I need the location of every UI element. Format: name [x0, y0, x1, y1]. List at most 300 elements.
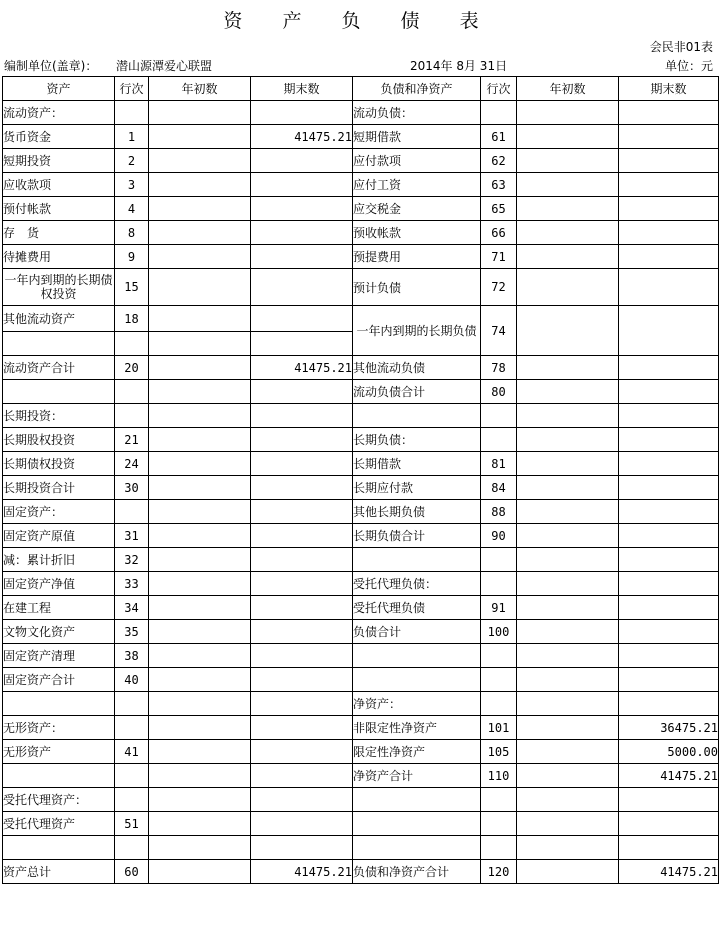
liability-end-amount	[619, 596, 719, 620]
liability-begin-amount	[517, 644, 619, 668]
report-info-row	[4, 57, 713, 75]
liability-item-label: 流动负债合计	[353, 380, 481, 404]
liability-item-label: 一年内到期的长期负债	[353, 306, 481, 356]
liability-line-no: 88	[481, 500, 517, 524]
liability-line-no	[481, 572, 517, 596]
asset-item-label: 流动资产合计	[3, 356, 115, 380]
asset-line-no: 1	[115, 125, 149, 149]
asset-item-label: 固定资产合计	[3, 668, 115, 692]
liability-line-no: 120	[481, 860, 517, 884]
asset-line-no: 21	[115, 428, 149, 452]
asset-line-no: 18	[115, 306, 149, 332]
liability-item-label: 负债合计	[353, 620, 481, 644]
asset-item-label: 受托代理资产	[3, 812, 115, 836]
asset-end-amount	[251, 740, 353, 764]
asset-begin-amount	[149, 306, 251, 332]
asset-begin-amount	[149, 332, 251, 356]
liability-item-label: 其他流动负债	[353, 356, 481, 380]
liability-line-no: 72	[481, 269, 517, 306]
liability-end-amount	[619, 404, 719, 428]
liability-item-label: 短期借款	[353, 125, 481, 149]
liability-end-amount	[619, 149, 719, 173]
liability-end-amount	[619, 788, 719, 812]
asset-item-label: 资产总计	[3, 860, 115, 884]
asset-end-amount	[251, 548, 353, 572]
table-row	[3, 269, 719, 306]
asset-end-amount	[251, 644, 353, 668]
asset-item-label: 固定资产：	[3, 500, 115, 524]
asset-line-no: 8	[115, 221, 149, 245]
liability-begin-amount	[517, 668, 619, 692]
asset-begin-amount	[149, 788, 251, 812]
table-row	[3, 644, 719, 668]
asset-line-no: 51	[115, 812, 149, 836]
asset-end-amount: 41475.21	[251, 356, 353, 380]
liability-begin-amount	[517, 860, 619, 884]
liability-end-amount	[619, 500, 719, 524]
liability-item-label: 净资产：	[353, 692, 481, 716]
asset-end-amount	[251, 668, 353, 692]
liability-line-no: 62	[481, 149, 517, 173]
asset-begin-amount	[149, 269, 251, 306]
asset-end-amount	[251, 380, 353, 404]
liability-line-no	[481, 644, 517, 668]
liability-begin-amount	[517, 524, 619, 548]
liability-end-amount	[619, 173, 719, 197]
header-line-no: 行次	[115, 77, 149, 101]
form-code: 会民非01表	[649, 40, 713, 54]
liability-item-label: 长期借款	[353, 452, 481, 476]
asset-begin-amount	[149, 668, 251, 692]
liability-begin-amount	[517, 788, 619, 812]
asset-item-label: 在建工程	[3, 596, 115, 620]
liability-begin-amount	[517, 125, 619, 149]
liability-line-no: 90	[481, 524, 517, 548]
liability-end-amount	[619, 306, 719, 356]
liability-item-label: 负债和净资产合计	[353, 860, 481, 884]
asset-line-no: 31	[115, 524, 149, 548]
liability-item-label: 限定性净资产	[353, 740, 481, 764]
liability-line-no	[481, 404, 517, 428]
asset-item-label: 长期投资合计	[3, 476, 115, 500]
table-row	[3, 452, 719, 476]
liability-begin-amount	[517, 716, 619, 740]
table-row	[3, 356, 719, 380]
table-row	[3, 548, 719, 572]
asset-line-no: 24	[115, 452, 149, 476]
liability-line-no: 74	[481, 306, 517, 356]
asset-item-label: 无形资产：	[3, 716, 115, 740]
liability-begin-amount	[517, 812, 619, 836]
asset-line-no: 15	[115, 269, 149, 306]
liability-begin-amount	[517, 548, 619, 572]
asset-item-label	[3, 332, 115, 356]
asset-end-amount	[251, 716, 353, 740]
table-row	[3, 101, 719, 125]
liability-begin-amount	[517, 404, 619, 428]
asset-begin-amount	[149, 245, 251, 269]
liability-begin-amount	[517, 428, 619, 452]
liability-line-no: 81	[481, 452, 517, 476]
liability-item-label: 流动负债：	[353, 101, 481, 125]
asset-begin-amount	[149, 524, 251, 548]
liability-line-no	[481, 428, 517, 452]
liability-item-label: 预收帐款	[353, 221, 481, 245]
liability-end-amount	[619, 812, 719, 836]
liability-line-no: 91	[481, 596, 517, 620]
asset-end-amount	[251, 692, 353, 716]
liability-item-label: 受托代理负债：	[353, 572, 481, 596]
unit-name: 潜山源潭爱心联盟	[116, 59, 213, 73]
liability-begin-amount	[517, 149, 619, 173]
liability-item-label: 其他长期负债	[353, 500, 481, 524]
asset-item-label	[3, 764, 115, 788]
asset-end-amount	[251, 788, 353, 812]
liability-item-label: 净资产合计	[353, 764, 481, 788]
liability-end-amount	[619, 101, 719, 125]
table-row	[3, 764, 719, 788]
asset-end-amount	[251, 428, 353, 452]
liability-end-amount	[619, 620, 719, 644]
liability-begin-amount	[517, 306, 619, 356]
liability-begin-amount	[517, 836, 619, 860]
table-row	[3, 860, 719, 884]
liability-begin-amount	[517, 764, 619, 788]
table-row	[3, 620, 719, 644]
asset-begin-amount	[149, 476, 251, 500]
asset-item-label: 存 货	[3, 221, 115, 245]
table-row	[3, 596, 719, 620]
asset-item-label: 一年内到期的长期债权投资	[3, 269, 115, 306]
table-row	[3, 524, 719, 548]
liability-item-label	[353, 812, 481, 836]
liability-line-no: 105	[481, 740, 517, 764]
asset-begin-amount	[149, 548, 251, 572]
asset-begin-amount	[149, 764, 251, 788]
liability-line-no	[481, 692, 517, 716]
asset-end-amount	[251, 197, 353, 221]
asset-line-no: 30	[115, 476, 149, 500]
liability-begin-amount	[517, 101, 619, 125]
table-row	[3, 149, 719, 173]
table-row	[3, 572, 719, 596]
asset-end-amount	[251, 101, 353, 125]
asset-begin-amount	[149, 404, 251, 428]
liability-begin-amount	[517, 692, 619, 716]
asset-line-no	[115, 716, 149, 740]
liability-end-amount	[619, 548, 719, 572]
liability-line-no: 100	[481, 620, 517, 644]
liability-line-no	[481, 788, 517, 812]
liability-end-amount	[619, 452, 719, 476]
header-begin-amount: 年初数	[517, 77, 619, 101]
asset-end-amount	[251, 149, 353, 173]
liability-begin-amount	[517, 452, 619, 476]
liability-end-amount	[619, 380, 719, 404]
asset-line-no	[115, 332, 149, 356]
asset-line-no	[115, 380, 149, 404]
asset-end-amount	[251, 476, 353, 500]
liability-line-no: 78	[481, 356, 517, 380]
liability-item-label: 长期负债：	[353, 428, 481, 452]
asset-end-amount	[251, 764, 353, 788]
header-line-no: 行次	[481, 77, 517, 101]
liability-end-amount	[619, 197, 719, 221]
liability-end-amount: 41475.21	[619, 860, 719, 884]
table-row	[3, 245, 719, 269]
table-row	[3, 668, 719, 692]
asset-end-amount	[251, 173, 353, 197]
liability-item-label: 受托代理负债	[353, 596, 481, 620]
asset-item-label: 固定资产净值	[3, 572, 115, 596]
liability-begin-amount	[517, 476, 619, 500]
asset-begin-amount	[149, 740, 251, 764]
liability-line-no: 61	[481, 125, 517, 149]
asset-end-amount	[251, 572, 353, 596]
liability-line-no	[481, 548, 517, 572]
asset-end-amount	[251, 404, 353, 428]
asset-item-label	[3, 692, 115, 716]
table-row	[3, 836, 719, 860]
asset-item-label: 短期投资	[3, 149, 115, 173]
asset-begin-amount	[149, 836, 251, 860]
asset-begin-amount	[149, 452, 251, 476]
asset-end-amount	[251, 452, 353, 476]
asset-end-amount	[251, 596, 353, 620]
asset-line-no	[115, 836, 149, 860]
asset-begin-amount	[149, 221, 251, 245]
asset-end-amount	[251, 500, 353, 524]
asset-item-label: 受托代理资产：	[3, 788, 115, 812]
liability-line-no: 101	[481, 716, 517, 740]
asset-line-no: 32	[115, 548, 149, 572]
asset-begin-amount	[149, 101, 251, 125]
asset-end-amount	[251, 620, 353, 644]
asset-line-no: 41	[115, 740, 149, 764]
asset-end-amount	[251, 269, 353, 306]
asset-begin-amount	[149, 356, 251, 380]
liability-begin-amount	[517, 173, 619, 197]
liability-line-no: 84	[481, 476, 517, 500]
asset-line-no: 4	[115, 197, 149, 221]
asset-line-no: 35	[115, 620, 149, 644]
liability-item-label: 预提费用	[353, 245, 481, 269]
liability-begin-amount	[517, 380, 619, 404]
asset-item-label: 无形资产	[3, 740, 115, 764]
asset-begin-amount	[149, 644, 251, 668]
liability-line-no	[481, 812, 517, 836]
asset-end-amount: 41475.21	[251, 125, 353, 149]
liability-line-no: 110	[481, 764, 517, 788]
header-asset: 资产	[3, 77, 115, 101]
asset-item-label: 长期债权投资	[3, 452, 115, 476]
table-row	[3, 173, 719, 197]
asset-begin-amount	[149, 380, 251, 404]
liability-begin-amount	[517, 620, 619, 644]
table-row	[3, 404, 719, 428]
asset-line-no: 9	[115, 245, 149, 269]
asset-end-amount	[251, 245, 353, 269]
table-row	[3, 716, 719, 740]
asset-line-no: 33	[115, 572, 149, 596]
asset-begin-amount	[149, 860, 251, 884]
asset-item-label: 流动资产：	[3, 101, 115, 125]
liability-line-no: 71	[481, 245, 517, 269]
table-row	[3, 428, 719, 452]
table-row	[3, 306, 719, 332]
asset-item-label: 长期投资：	[3, 404, 115, 428]
asset-line-no	[115, 101, 149, 125]
asset-end-amount	[251, 812, 353, 836]
unit-label: 编制单位(盖章)：	[4, 59, 98, 73]
table-row	[3, 221, 719, 245]
table-row	[3, 125, 719, 149]
asset-line-no: 34	[115, 596, 149, 620]
liability-item-label	[353, 644, 481, 668]
liability-item-label: 应交税金	[353, 197, 481, 221]
liability-end-amount: 41475.21	[619, 764, 719, 788]
asset-line-no	[115, 500, 149, 524]
asset-end-amount: 41475.21	[251, 860, 353, 884]
asset-item-label	[3, 380, 115, 404]
table-row	[3, 380, 719, 404]
table-row	[3, 692, 719, 716]
liability-end-amount	[619, 269, 719, 306]
liability-end-amount	[619, 221, 719, 245]
liability-line-no: 65	[481, 197, 517, 221]
liability-end-amount	[619, 692, 719, 716]
liability-item-label	[353, 788, 481, 812]
liability-line-no	[481, 101, 517, 125]
liability-end-amount	[619, 476, 719, 500]
asset-line-no: 20	[115, 356, 149, 380]
asset-item-label: 减：累计折旧	[3, 548, 115, 572]
liability-line-no	[481, 836, 517, 860]
liability-item-label: 应付款项	[353, 149, 481, 173]
asset-begin-amount	[149, 620, 251, 644]
asset-line-no	[115, 764, 149, 788]
liability-end-amount	[619, 524, 719, 548]
table-row	[3, 740, 719, 764]
asset-item-label: 固定资产清理	[3, 644, 115, 668]
liability-begin-amount	[517, 269, 619, 306]
liability-line-no: 66	[481, 221, 517, 245]
liability-item-label: 非限定性净资产	[353, 716, 481, 740]
liability-begin-amount	[517, 356, 619, 380]
asset-begin-amount	[149, 500, 251, 524]
liability-line-no: 80	[481, 380, 517, 404]
asset-line-no	[115, 788, 149, 812]
liability-item-label	[353, 404, 481, 428]
asset-item-label: 待摊费用	[3, 245, 115, 269]
liability-item-label	[353, 668, 481, 692]
liability-begin-amount	[517, 197, 619, 221]
liability-begin-amount	[517, 245, 619, 269]
asset-begin-amount	[149, 572, 251, 596]
liability-begin-amount	[517, 572, 619, 596]
liability-end-amount: 36475.21	[619, 716, 719, 740]
currency-unit: 单位：元	[664, 59, 713, 73]
header-row	[3, 77, 719, 101]
asset-begin-amount	[149, 596, 251, 620]
liability-end-amount	[619, 836, 719, 860]
liability-line-no	[481, 668, 517, 692]
asset-item-label: 应收款项	[3, 173, 115, 197]
asset-end-amount	[251, 332, 353, 356]
liability-end-amount	[619, 428, 719, 452]
asset-line-no: 60	[115, 860, 149, 884]
asset-item-label: 长期股权投资	[3, 428, 115, 452]
header-end-amount: 期末数	[619, 77, 719, 101]
asset-item-label: 货币资金	[3, 125, 115, 149]
liability-item-label: 长期负债合计	[353, 524, 481, 548]
liability-end-amount	[619, 125, 719, 149]
liability-end-amount	[619, 644, 719, 668]
liability-begin-amount	[517, 740, 619, 764]
asset-item-label: 其他流动资产	[3, 306, 115, 332]
asset-end-amount	[251, 524, 353, 548]
asset-begin-amount	[149, 149, 251, 173]
liability-end-amount	[619, 356, 719, 380]
report-date: 2014年 8月 31日	[410, 59, 508, 73]
asset-begin-amount	[149, 716, 251, 740]
liability-begin-amount	[517, 596, 619, 620]
liability-item-label: 应付工资	[353, 173, 481, 197]
header-liability: 负债和净资产	[353, 77, 481, 101]
asset-item-label: 文物文化资产	[3, 620, 115, 644]
asset-end-amount	[251, 221, 353, 245]
liability-item-label	[353, 548, 481, 572]
liability-end-amount	[619, 572, 719, 596]
table-row	[3, 788, 719, 812]
asset-end-amount	[251, 836, 353, 860]
asset-line-no: 40	[115, 668, 149, 692]
liability-item-label	[353, 836, 481, 860]
asset-begin-amount	[149, 197, 251, 221]
header-begin-amount: 年初数	[149, 77, 251, 101]
asset-begin-amount	[149, 173, 251, 197]
asset-begin-amount	[149, 125, 251, 149]
asset-item-label: 预付帐款	[3, 197, 115, 221]
table-row	[3, 500, 719, 524]
table-row	[3, 812, 719, 836]
liability-begin-amount	[517, 221, 619, 245]
liability-end-amount	[619, 668, 719, 692]
table-row	[3, 476, 719, 500]
table-row	[3, 197, 719, 221]
asset-line-no: 3	[115, 173, 149, 197]
asset-line-no: 2	[115, 149, 149, 173]
asset-line-no	[115, 692, 149, 716]
liability-end-amount	[619, 245, 719, 269]
liability-end-amount: 5000.00	[619, 740, 719, 764]
asset-begin-amount	[149, 428, 251, 452]
asset-begin-amount	[149, 812, 251, 836]
asset-end-amount	[251, 306, 353, 332]
header-end-amount: 期末数	[251, 77, 353, 101]
liability-line-no: 63	[481, 173, 517, 197]
liability-item-label: 长期应付款	[353, 476, 481, 500]
asset-item-label: 固定资产原值	[3, 524, 115, 548]
asset-line-no	[115, 404, 149, 428]
liability-item-label: 预计负债	[353, 269, 481, 306]
report-title: 资 产 负 债 表	[223, 10, 496, 32]
asset-begin-amount	[149, 692, 251, 716]
liability-begin-amount	[517, 500, 619, 524]
asset-line-no: 38	[115, 644, 149, 668]
asset-item-label	[3, 836, 115, 860]
balance-sheet-table	[2, 76, 719, 884]
